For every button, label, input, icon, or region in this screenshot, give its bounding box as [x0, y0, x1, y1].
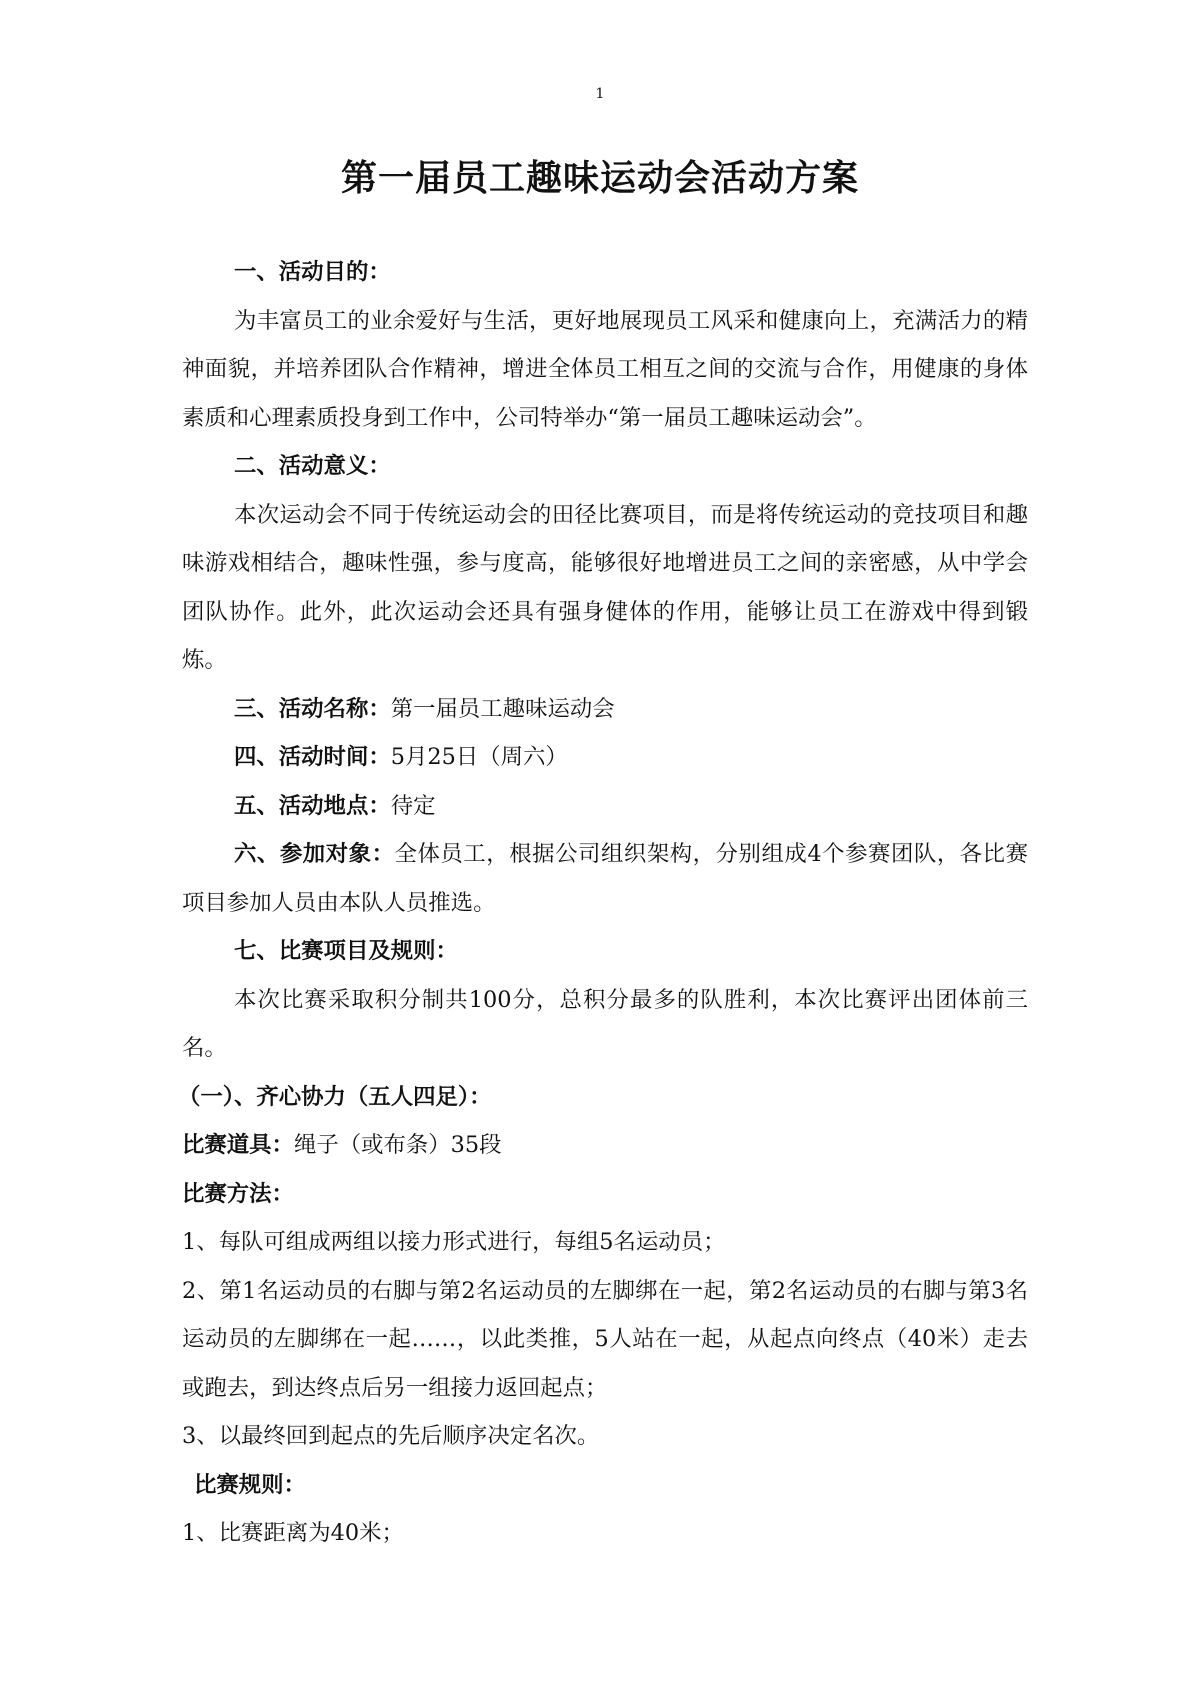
activity-location-value: 待定: [390, 792, 436, 819]
events-paragraph: 本次比赛采取积分制共100分，总积分最多的队胜利，本次比赛评出团体前三名。: [182, 986, 1028, 1061]
event-one-props-value: 绳子（或布条）35段: [293, 1132, 502, 1158]
significance-heading: 二、活动意义：: [234, 453, 391, 479]
event-one-heading: （一）、齐心协力（五人四足）：: [178, 1083, 492, 1110]
participants-value: 全体员工，根据公司组织架构，分别组成4个参赛团队，各比赛项目参加人员由本队人员推选。: [182, 841, 1029, 916]
document-title: 第一届员工趣味运动会活动方案: [340, 157, 859, 199]
event-one-rules-heading: 比赛规则：: [194, 1471, 306, 1498]
significance-paragraph: 本次运动会不同于传统运动会的田径比赛项目，而是将传统运动的竞技项目和趣味游戏相结合，趣味性强，参与度高，能够很好地增进员工之间的亲密感，从中学会团队协作。此外，此次运动会还具有强身健体的作用，能够让员工在游戏中得到锻炼。: [182, 501, 1028, 673]
event-one-props-label: 比赛道具：: [182, 1132, 294, 1158]
purpose-paragraph: 为丰富员工的业余爱好与生活，更好地展现员工风采和健康向上，充满活力的精神面貌，并培养团队合作精神，增进全体员工相互之间的交流与合作，用健康的身体素质和心理素质投身到工作中，公司特举办“第一届员工趣味运动会”。: [182, 307, 1028, 431]
activity-location-line: [182, 782, 1028, 831]
activity-time-label: 四、活动时间：: [234, 744, 391, 770]
purpose-heading: 一、活动目的：: [234, 259, 391, 285]
activity-name-line: [182, 685, 1028, 734]
event-one-rules-item: 1、比赛距离为40米；: [182, 1520, 404, 1546]
activity-name-value: 第一届员工趣味运动会: [390, 695, 615, 722]
activity-name-label: 三、活动名称：: [234, 695, 391, 722]
event-one-props-line: [182, 1121, 1028, 1170]
event-one-method-item: 2、第1名运动员的右脚与第2名运动员的左脚绑在一起，第2名运动员的右脚与第3名运动员的左脚绑在一起……，以此类推，5人站在一起，从起点向终点（40米）走去或跑去，到达终点后另一组接力返回起点；: [182, 1277, 1028, 1401]
event-one-method-item: 3、以最终回到起点的先后顺序决定名次。: [182, 1423, 600, 1449]
document-body: [178, 248, 1029, 1558]
event-one-method-heading: 比赛方法：: [182, 1180, 294, 1207]
activity-time-value: 5月25日（周六）: [390, 744, 568, 770]
events-heading: 七、比赛项目及规则：: [234, 938, 458, 964]
page-number: 1: [595, 86, 605, 102]
participants-label: 六、参加对象：: [234, 841, 395, 867]
activity-time-line: [182, 733, 1028, 782]
activity-location-label: 五、活动地点：: [234, 792, 391, 819]
event-one-method-item: 1、每队可组成两组以接力形式进行，每组5名运动员；: [182, 1229, 726, 1255]
participants-line: [182, 830, 1028, 927]
